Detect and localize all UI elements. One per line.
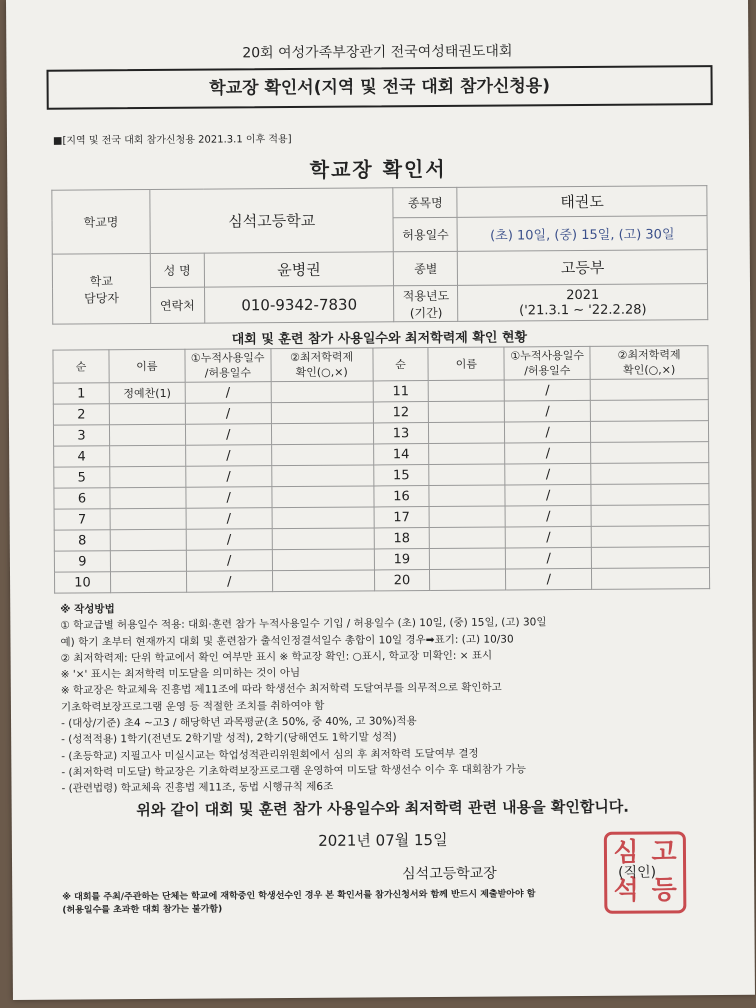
- manager-label: [52, 254, 150, 325]
- period-value: ('21.3.1 ~ '22.2.28): [519, 302, 647, 318]
- instructions: [60, 597, 711, 797]
- principal-signature: 심석고등학교장: [402, 865, 497, 883]
- row-name: [109, 403, 185, 425]
- row-min-2: [591, 547, 709, 569]
- row-no: 6: [54, 488, 110, 509]
- school-info-table: [51, 185, 708, 325]
- row-min-2: [590, 400, 708, 422]
- row-days-2: /: [506, 568, 592, 590]
- note-line: ※ '×' 표시는 최저학력 미도달을 의미하는 것이 아님: [60, 667, 301, 681]
- row-min: [271, 444, 373, 466]
- confirmation-statement: 위와 같이 대회 및 훈련 참가 사용일수와 최저학력 관련 내용을 확인합니다.: [136, 797, 630, 820]
- col-no: 순: [53, 350, 109, 383]
- row-name: [110, 508, 186, 530]
- row-name: [110, 571, 186, 593]
- col-min-2-line2: 확인(○,×): [623, 363, 676, 377]
- row-name-2: [429, 506, 505, 528]
- row-days-2: /: [505, 421, 591, 443]
- row-days: /: [186, 571, 272, 593]
- col-days-2-line2: /허용일수: [524, 364, 571, 378]
- document-heading: 학교장 확인서(지역 및 전국 대회 참가신청용): [46, 65, 712, 110]
- row-min-2: [591, 526, 709, 548]
- row-days-2: /: [505, 484, 591, 506]
- row-days: /: [185, 445, 271, 467]
- row-min-2: [591, 421, 709, 443]
- year-value: 2021: [566, 287, 600, 303]
- issue-date: 2021년 07월 15일: [318, 830, 448, 850]
- row-no: 9: [54, 551, 110, 572]
- row-min-2: [591, 505, 709, 527]
- row-no: 7: [54, 509, 110, 530]
- row-min: [272, 507, 374, 529]
- row-name-2: [429, 380, 505, 402]
- col-name: 이름: [109, 349, 185, 383]
- note-line: - (성적적용) 1학기(전년도 2학기말 성적), 2학기(당해연도 1학기말 성적): [61, 731, 397, 747]
- year-label-line1: 적용년도: [402, 288, 450, 303]
- row-days: /: [186, 550, 272, 572]
- row-days-2: /: [505, 442, 591, 464]
- row-name: 정예찬(1): [109, 382, 185, 404]
- note-line: ※ 학교장은 학교체육 진흥법 제11조에 따라 학생선수 최저학력 도달여부를 의무적으로 확인하고: [60, 682, 502, 698]
- col-min-line2: 확인(○,×): [295, 365, 348, 379]
- row-no: 2: [53, 404, 109, 425]
- allowed-days-value: (초) 10일, (중) 15일, (고) 30일: [457, 216, 707, 252]
- col-min-2: [590, 346, 708, 380]
- event-name: 20회 여성가족부장관기 전국여성태권도대회: [242, 43, 513, 62]
- row-min-2: [590, 379, 708, 401]
- applicability-note: ■[지역 및 전국 대회 참가신청용 2021.3.1 이후 적용]: [52, 134, 292, 147]
- allowed-days-label: 허용일수: [393, 217, 457, 251]
- participation-heading: 대회 및 훈련 참가 사용일수와 최저학력제 확인 현황: [231, 330, 528, 348]
- seal-char: 등: [651, 875, 677, 906]
- manager-label-line1: 학교: [89, 273, 114, 288]
- contact-label: 연락처: [150, 287, 204, 323]
- row-days-2: /: [505, 526, 591, 548]
- row-min-2: [592, 568, 710, 590]
- footnote-line2: (허용일수를 초과한 대회 참가는 불가함): [62, 904, 223, 916]
- col-name-2: 이름: [428, 347, 504, 381]
- row-name-2: [430, 569, 506, 591]
- col-days-2: [504, 346, 590, 380]
- seal-char: 심: [613, 837, 639, 868]
- row-no: 4: [54, 446, 110, 467]
- row-no-2: 18: [374, 528, 430, 549]
- category-label: 종별: [394, 251, 458, 285]
- row-min: [272, 528, 374, 550]
- row-min: [271, 465, 373, 487]
- col-days-line1: ①누적사용일수: [190, 351, 265, 365]
- seal-label: (직인): [618, 864, 657, 881]
- row-no: 10: [54, 572, 110, 593]
- row-no-2: 19: [374, 549, 430, 570]
- row-days-2: /: [505, 505, 591, 527]
- row-days: /: [186, 487, 272, 509]
- row-no-2: 15: [373, 465, 429, 486]
- row-no-2: 20: [374, 570, 430, 591]
- note-line: - (초등학교) 지필고사 미실시교는 학업성적관리위원회에서 심의 후 최저학력 도달여부 결정: [61, 747, 479, 763]
- col-min-2-line1: ②최저학력제: [617, 348, 681, 362]
- row-min-2: [591, 442, 709, 464]
- row-no-2: 12: [373, 402, 429, 423]
- row-days: /: [185, 382, 271, 404]
- row-days-2: /: [505, 400, 591, 422]
- row-name-2: [430, 548, 506, 570]
- name-label: 성 명: [150, 253, 204, 287]
- row-no-2: 17: [374, 507, 430, 528]
- sport-label: 종목명: [393, 187, 457, 217]
- row-min: [271, 381, 373, 403]
- row-name-2: [429, 443, 505, 465]
- school-label: 학교명: [52, 190, 150, 255]
- row-name: [110, 466, 186, 488]
- note-line: - (최저학력 미도달) 학교장은 기초학력보장프로그램 운영하여 미도달 학생선수 이수 후 대회참가 가능: [61, 763, 526, 779]
- col-days: [185, 349, 271, 383]
- row-no-2: 14: [373, 444, 429, 465]
- name-value: 윤병권: [204, 252, 394, 287]
- document-title: 학교장 확인서: [309, 156, 447, 182]
- document-page: [6, 0, 755, 1000]
- year-label: [394, 285, 458, 321]
- row-days-2: /: [504, 379, 590, 401]
- row-name-2: [429, 485, 505, 507]
- row-min-2: [591, 463, 709, 485]
- row-name-2: [430, 527, 506, 549]
- row-name-2: [429, 422, 505, 444]
- row-no-2: 13: [373, 423, 429, 444]
- table-row: [54, 568, 709, 594]
- row-name: [110, 487, 186, 509]
- note-line: - (관련법령) 학교체육 진흥법 제11조, 동법 시행규칙 제6조: [61, 781, 334, 795]
- school-value: 심석고등학교: [150, 188, 394, 254]
- seal-char: 석: [613, 875, 639, 906]
- row-name: [110, 529, 186, 551]
- row-min: [271, 402, 373, 424]
- row-min: [272, 549, 374, 571]
- col-days-2-line1: ①누적사용일수: [510, 348, 585, 363]
- col-no-2: 순: [372, 348, 428, 381]
- row-no: 3: [53, 425, 109, 446]
- row-days-2: /: [505, 463, 591, 485]
- row-name-2: [429, 464, 505, 486]
- category-value: 고등부: [458, 250, 708, 286]
- row-min-2: [591, 484, 709, 506]
- row-name: [110, 445, 186, 467]
- note-line: 기초학력보장프로그램 운영 등 적절한 조치를 취하여야 함: [60, 699, 325, 714]
- row-name: [109, 424, 185, 446]
- col-min-line1: ②최저학력제: [290, 350, 354, 365]
- row-no-2: 16: [373, 486, 429, 507]
- note-line: ② 최저학력제: 단위 학교에서 확인 여부만 표시 ※ 학교장 확인: ○표시, 학교장 미확인: × 표시: [60, 649, 493, 665]
- row-days: /: [186, 466, 272, 488]
- manager-label-line2: 담당자: [84, 290, 119, 305]
- sport-value: 태권도: [457, 186, 707, 218]
- year-label-line2: (기간): [409, 305, 443, 320]
- row-min: [272, 570, 374, 592]
- contact-value: 010-9342-7830: [204, 286, 394, 323]
- seal-char: 고: [651, 837, 677, 868]
- row-days-2: /: [506, 547, 592, 569]
- row-name-2: [429, 401, 505, 423]
- row-days: /: [186, 508, 272, 530]
- row-min: [272, 486, 374, 508]
- row-days: /: [185, 403, 271, 425]
- footnote: [62, 887, 702, 917]
- row-days: /: [186, 529, 272, 551]
- note-line: ① 학교급별 허용일수 적용: 대회·훈련 참가 누적사용일수 기입 / 허용일수 (초) 10일, (중) 15일, (고) 30일: [60, 616, 547, 632]
- col-min: [271, 348, 373, 382]
- row-days: /: [185, 424, 271, 446]
- row-no: 5: [54, 467, 110, 488]
- note-line: 예) 학기 초부터 현재까지 대회 및 훈련참가 출석인정결석일수 총합이 10일 경우➡표기: (고) 10/30: [60, 633, 514, 649]
- row-name: [110, 550, 186, 572]
- row-no: 8: [54, 530, 110, 551]
- row-no: 1: [53, 383, 109, 404]
- note-heading: ※ 작성방법: [60, 603, 115, 616]
- year-value-cell: [458, 284, 708, 322]
- col-days-line2: /허용일수: [204, 366, 251, 380]
- footnote-line1: ※ 대회를 주최/주관하는 단체는 학교에 재학중인 학생선수인 경우 본 확인서를 참가신청서와 함께 반드시 제출받아야 함: [62, 889, 536, 903]
- participation-table: [52, 345, 710, 594]
- note-line: - (대상/기준) 초4 ~고3 / 해당학년 과목평균(초 50%, 중 40%, 고 30%)적용: [61, 715, 417, 730]
- row-min: [271, 423, 373, 445]
- row-no-2: 11: [373, 381, 429, 402]
